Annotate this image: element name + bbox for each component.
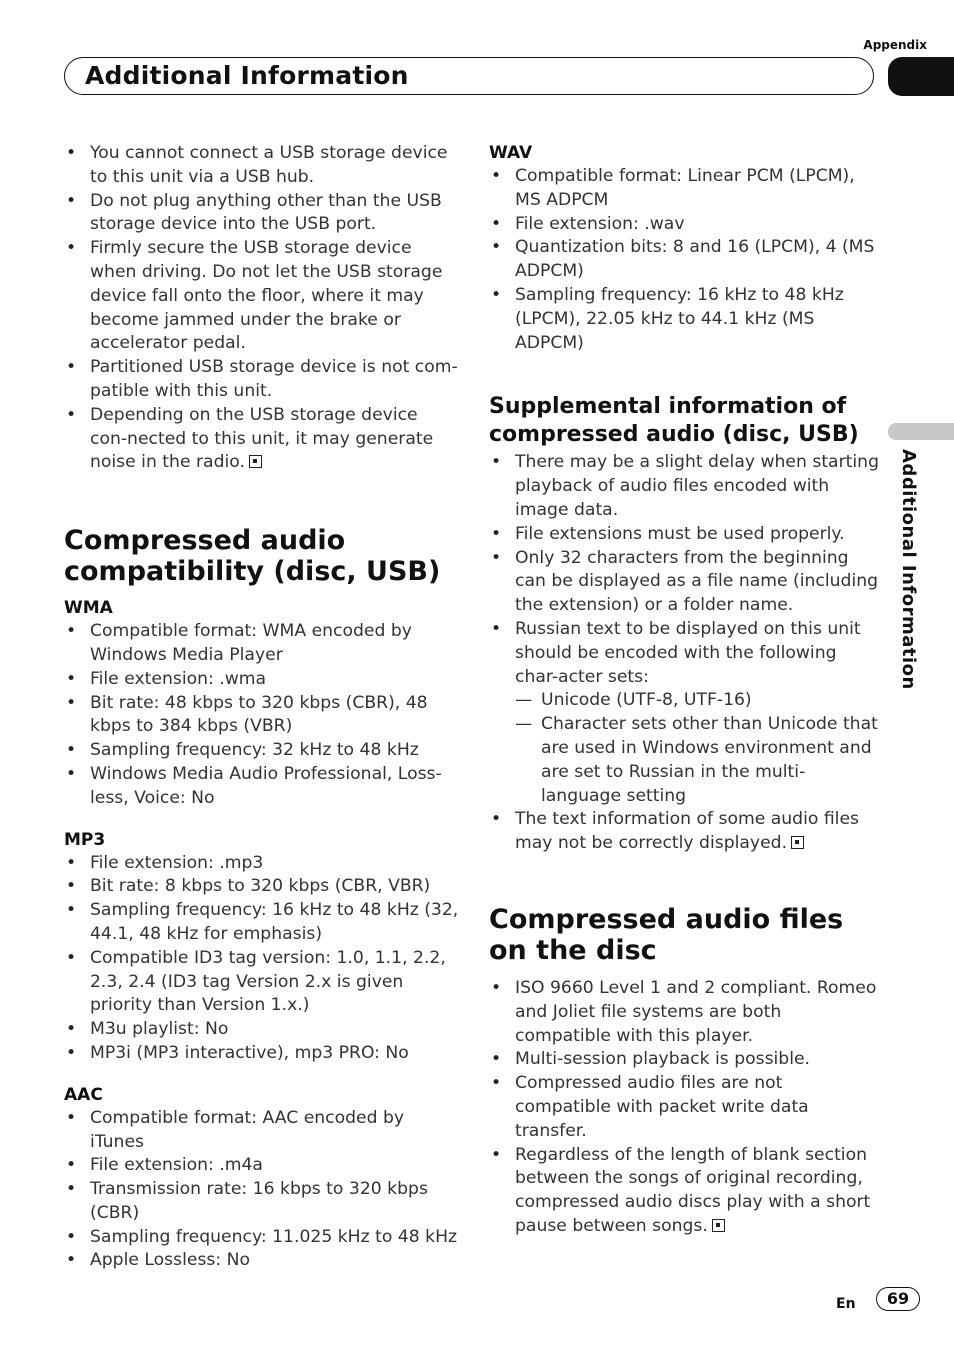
list-item: • Russian text to be displayed on this unit should be encoded with the following char-acter sets:	[489, 618, 881, 689]
language-label: En	[836, 1296, 856, 1312]
list-item: • Compatible format: AAC encoded by iTunes	[64, 1107, 459, 1155]
list-item-text: Regardless of the length of blank section between the songs of original recording, compressed audio discs play with a short pause between songs.	[515, 1144, 871, 1236]
wma-heading: WMA	[64, 598, 113, 619]
wav-heading: WAV	[489, 143, 533, 163]
sub-list-item: — Unicode (UTF-8, UTF-16)	[489, 689, 881, 713]
list-item	[64, 404, 459, 475]
aac-heading: AAC	[64, 1084, 103, 1105]
list-item: • Quantization bits: 8 and 16 (LPCM), 4 (MS ADPCM)	[489, 236, 881, 284]
list-item: • ISO 9660 Level 1 and 2 compliant. Romeo and Joliet file systems are both compatible with this player.	[489, 977, 881, 1048]
list-item-text: Depending on the USB storage device con-nected to this unit, it may generate noise in the radio.	[90, 404, 434, 473]
mp3-list	[64, 852, 459, 1066]
end-mark-icon	[791, 836, 804, 849]
list-item: • Apple Lossless: No	[64, 1249, 459, 1273]
list-item: • You cannot connect a USB storage device to this unit via a USB hub.	[64, 142, 459, 190]
list-item: • Sampling frequency: 11.025 kHz to 48 kHz	[64, 1226, 459, 1250]
list-item: • Firmly secure the USB storage device when driving. Do not let the USB storage device fall onto the floor, where it may become jammed under the brake or accelerator pedal.	[64, 237, 459, 356]
list-item: • MP3i (MP3 interactive), mp3 PRO: No	[64, 1042, 459, 1066]
list-item: • Compatible format: WMA encoded by Windows Media Player	[64, 620, 459, 668]
end-mark-icon	[249, 455, 262, 468]
list-item: • File extension: .m4a	[64, 1154, 459, 1178]
list-item: • Compatible ID3 tag version: 1.0, 1.1, 2.2, 2.3, 2.4 (ID3 tag Version 2.x is given priority than Version 1.x.)	[64, 947, 459, 1018]
appendix-label: Appendix	[863, 38, 927, 52]
list-item: • M3u playlist: No	[64, 1018, 459, 1042]
wma-list	[64, 620, 459, 810]
list-item: • File extension: .wma	[64, 668, 459, 692]
page-title: Additional Information	[85, 61, 409, 90]
list-item	[489, 808, 881, 856]
disc-list	[489, 977, 881, 1239]
aac-list	[64, 1107, 459, 1274]
right-column	[489, 142, 881, 1239]
list-item: • File extensions must be used properly.	[489, 523, 881, 547]
list-item: • Bit rate: 48 kbps to 320 kbps (CBR), 48 kbps to 384 kbps (VBR)	[64, 692, 459, 740]
side-tab-label: Additional Information	[898, 449, 919, 690]
list-item: • Sampling frequency: 16 kHz to 48 kHz (LPCM), 22.05 kHz to 44.1 kHz (MS ADPCM)	[489, 284, 881, 355]
section-tab-marker	[888, 423, 954, 440]
list-item: • Compressed audio files are not compatible with packet write data transfer.	[489, 1072, 881, 1143]
disc-section-title: Compressed audio files on the disc	[489, 903, 844, 966]
list-item: • File extension: .wav	[489, 213, 881, 237]
list-item: • Compatible format: Linear PCM (LPCM), MS ADPCM	[489, 165, 881, 213]
list-item	[489, 1144, 881, 1239]
mp3-heading: MP3	[64, 829, 106, 850]
list-item: • Sampling frequency: 32 kHz to 48 kHz	[64, 739, 459, 763]
left-column	[64, 142, 459, 1273]
list-item: • Do not plug anything other than the USB storage device into the USB port.	[64, 190, 459, 238]
page-number: 69	[876, 1287, 920, 1311]
usb-notes-list	[64, 142, 459, 475]
list-item: • Sampling frequency: 16 kHz to 48 kHz (32, 44.1, 48 kHz for emphasis)	[64, 899, 459, 947]
end-mark-icon	[712, 1219, 725, 1232]
list-item: • Multi-session playback is possible.	[489, 1048, 881, 1072]
supplemental-list	[489, 451, 881, 856]
list-item-text: The text information of some audio files may not be correctly displayed.	[515, 809, 859, 854]
wav-list	[489, 165, 881, 355]
list-item: • There may be a slight delay when starting playback of audio files encoded with image data.	[489, 451, 881, 522]
list-item: • Only 32 characters from the beginning can be displayed as a file name (including the extension) or a folder name.	[489, 547, 881, 618]
compat-section-title: Compressed audio compatibility (disc, USB)	[64, 525, 441, 588]
list-item: • File extension: .mp3	[64, 852, 459, 876]
list-item: • Partitioned USB storage device is not com-patible with this unit.	[64, 356, 459, 404]
list-item: • Windows Media Audio Professional, Loss-less, Voice: No	[64, 763, 459, 811]
sub-list-item: — Character sets other than Unicode that are used in Windows environment and are set to Russian in the multi-language setting	[489, 713, 881, 808]
appendix-tab-marker	[888, 57, 954, 96]
list-item: • Bit rate: 8 kbps to 320 kbps (CBR, VBR)	[64, 875, 459, 899]
list-item: • Transmission rate: 16 kbps to 320 kbps (CBR)	[64, 1178, 459, 1226]
supplemental-section-title: Supplemental information of compressed audio (disc, USB)	[489, 394, 859, 448]
section-header	[64, 57, 874, 95]
